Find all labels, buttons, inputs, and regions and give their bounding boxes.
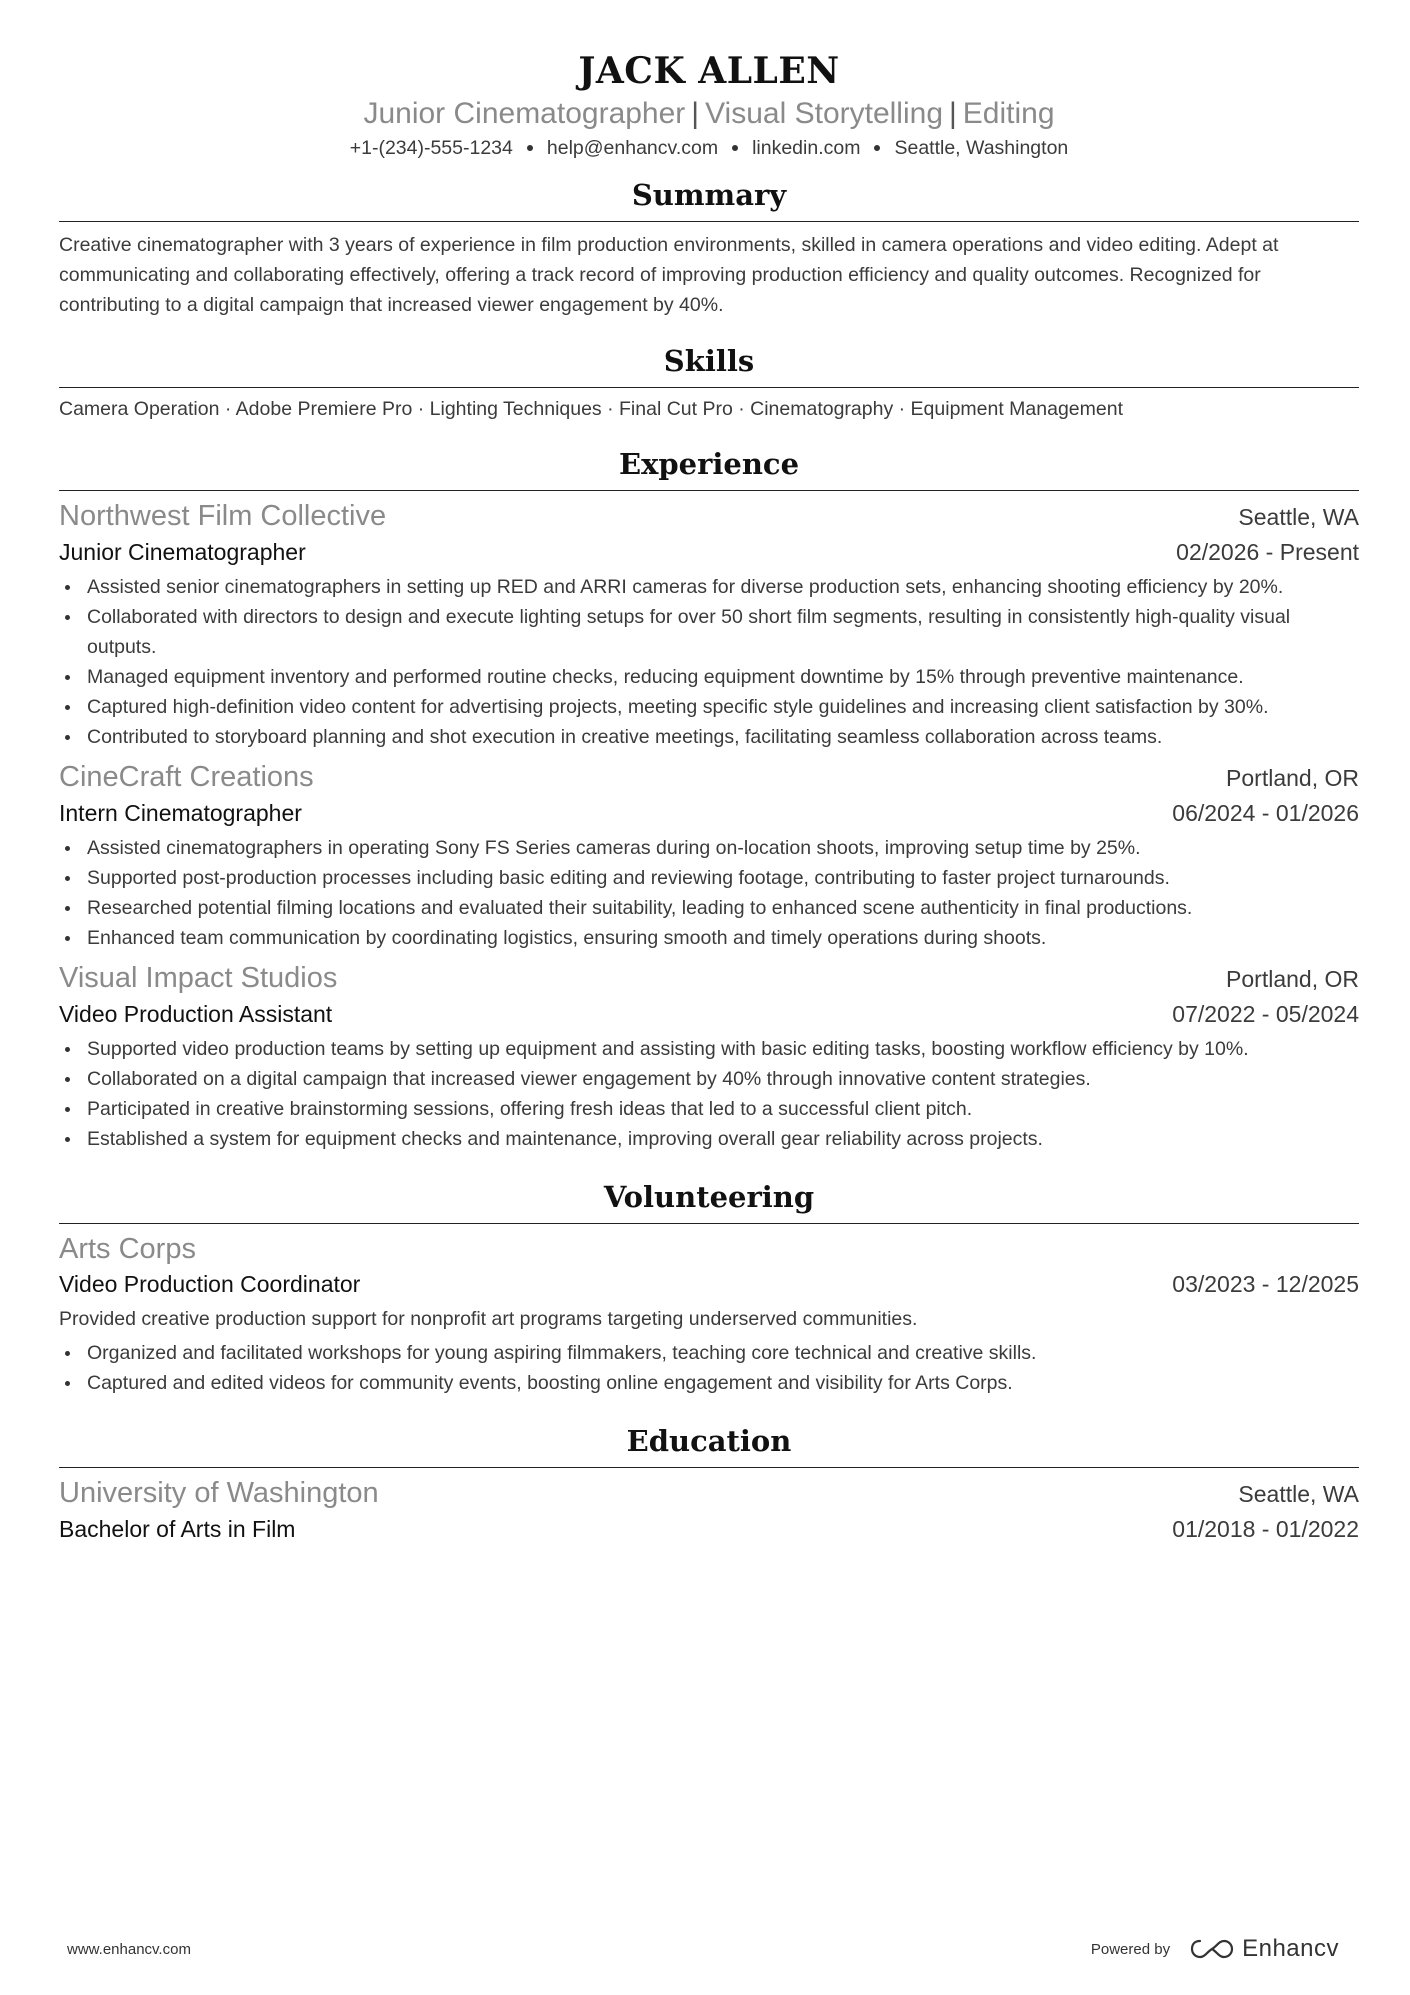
linkedin-link[interactable]: linkedin.com [752, 137, 861, 159]
footer-url-link[interactable]: www.enhancv.com [67, 1940, 191, 1958]
job-location: Seattle, WA [1238, 504, 1359, 530]
section-divider [59, 221, 1359, 222]
achievement-item: Collaborated on a digital campaign that increased viewer engagement by 40% through innovative content strategies. [59, 1064, 1359, 1094]
achievement-list [59, 572, 1359, 752]
achievement-item: Captured high-definition video content for advertising projects, meeting specific style guidelines and increasing client satisfaction by 30%. [59, 692, 1359, 722]
achievement-list [59, 1338, 1359, 1398]
section-title: Volunteering [603, 1180, 815, 1214]
achievement-list [59, 1034, 1359, 1154]
school-location: Seattle, WA [1238, 1481, 1359, 1507]
section-divider [59, 387, 1359, 388]
summary-section [59, 176, 1359, 320]
resume-header [59, 0, 1359, 162]
enhancv-logo-icon [1190, 1937, 1234, 1961]
experience-entry [59, 497, 1359, 752]
achievement-item: Captured and edited videos for community events, boosting online engagement and visibility for Arts Corps. [59, 1368, 1359, 1398]
achievement-item: Enhanced team communication by coordinating logistics, ensuring smooth and timely operations during shoots. [59, 923, 1359, 953]
section-title: Education [626, 1424, 792, 1458]
headline-part: Junior Cinematographer [363, 97, 686, 130]
company-name: Northwest Film Collective [59, 500, 387, 532]
achievement-item: Supported video production teams by setting up equipment and assisting with basic editing tasks, boosting workflow efficiency by 10%. [59, 1034, 1359, 1064]
brand-name: Enhancv [1242, 1935, 1339, 1962]
headline-part: Editing [962, 97, 1055, 130]
headline-separator: | [949, 97, 957, 130]
bullet-separator [527, 145, 533, 151]
headline [59, 94, 1359, 134]
bullet-separator [732, 145, 738, 151]
achievement-item: Assisted cinematographers in operating Sony FS Series cameras during on-location shoots, improving setup time by 25%. [59, 833, 1359, 863]
job-dates: 06/2024 - 01/2026 [1172, 800, 1359, 826]
achievement-item: Assisted senior cinematographers in setting up RED and ARRI cameras for diverse production sets, enhancing shooting efficiency by 20%. [59, 572, 1359, 602]
achievement-item: Established a system for equipment checks and maintenance, improving overall gear reliability across projects. [59, 1124, 1359, 1154]
bullet-separator [874, 145, 880, 151]
resume-page [59, 0, 1359, 1995]
achievement-item: Researched potential filming locations and evaluated their suitability, leading to enhanced scene authenticity in final productions. [59, 893, 1359, 923]
achievement-item: Collaborated with directors to design and execute lighting setups for over 50 short film segments, resulting in consistently high-quality visual outputs. [59, 602, 1359, 662]
education-entry [59, 1474, 1359, 1545]
phone: +1-(234)-555-1234 [349, 137, 513, 159]
achievement-item: Organized and facilitated workshops for young aspiring filmmakers, teaching core technical and creative skills. [59, 1338, 1359, 1368]
achievement-item: Contributed to storyboard planning and shot execution in creative meetings, facilitating seamless collaboration across teams. [59, 722, 1359, 752]
page-footer [59, 1935, 1359, 1963]
headline-separator: | [691, 97, 700, 130]
job-dates: 07/2022 - 05/2024 [1172, 1001, 1359, 1027]
section-title: Experience [618, 447, 800, 481]
education-section [59, 1422, 1359, 1545]
location: Seattle, Washington [894, 137, 1069, 159]
achievement-item: Supported post-production processes including basic editing and reviewing footage, contributing to faster project turnarounds. [59, 863, 1359, 893]
section-title: Skills [663, 344, 755, 378]
powered-by [1091, 1935, 1339, 1963]
section-title: Summary [631, 178, 787, 212]
education-dates: 01/2018 - 01/2022 [1172, 1516, 1359, 1542]
company-name: CineCraft Creations [59, 761, 314, 793]
achievement-list [59, 833, 1359, 953]
job-title: Video Production Assistant [59, 1001, 333, 1027]
contact-line [59, 134, 1359, 162]
volunteering-section [59, 1178, 1359, 1398]
degree: Bachelor of Arts in Film [59, 1516, 296, 1542]
volunteer-description: Provided creative production support for nonprofit art programs targeting underserved communities. [59, 1308, 918, 1330]
job-dates: 02/2026 - Present [1176, 539, 1359, 565]
section-divider [59, 1223, 1359, 1224]
experience-entry [59, 758, 1359, 953]
volunteering-entry [59, 1230, 1359, 1398]
school-name: University of Washington [59, 1477, 379, 1509]
experience-section [59, 445, 1359, 1154]
volunteer-dates: 03/2023 - 12/2025 [1172, 1271, 1359, 1297]
headline-part: Visual Storytelling [705, 97, 943, 130]
job-title: Junior Cinematographer [59, 539, 306, 565]
powered-by-label: Powered by [1090, 1940, 1171, 1958]
achievement-item: Managed equipment inventory and performed routine checks, reducing equipment downtime by 15% through preventive maintenance. [59, 662, 1359, 692]
skills-section [59, 342, 1359, 423]
achievement-item: Participated in creative brainstorming sessions, offering fresh ideas that led to a successful client pitch. [59, 1094, 1359, 1124]
job-title: Intern Cinematographer [59, 800, 302, 826]
experience-entry [59, 959, 1359, 1154]
enhancv-brand-link[interactable] [1190, 1935, 1339, 1963]
section-divider [59, 490, 1359, 491]
volunteer-role: Video Production Coordinator [59, 1271, 361, 1297]
summary-text: Creative cinematographer with 3 years of experience in film production environments, skilled in camera operations and video editing. Adept at communicating and collaborating effectively, offering a track record of improving production efficiency and quality outcomes. Recognized for contributing to a digital campaign that increased viewer engagement by 40%. [59, 234, 1279, 316]
email-link[interactable]: help@enhancv.com [546, 137, 719, 159]
job-location: Portland, OR [1226, 765, 1359, 791]
company-name: Visual Impact Studios [59, 962, 338, 994]
skills-list: Camera Operation · Adobe Premiere Pro · Lighting Techniques · Final Cut Pro · Cinematography · Equipment Management [59, 398, 1124, 420]
organization-name: Arts Corps [59, 1233, 196, 1265]
candidate-name: JACK ALLEN [578, 50, 840, 92]
job-location: Portland, OR [1226, 966, 1359, 992]
section-divider [59, 1467, 1359, 1468]
